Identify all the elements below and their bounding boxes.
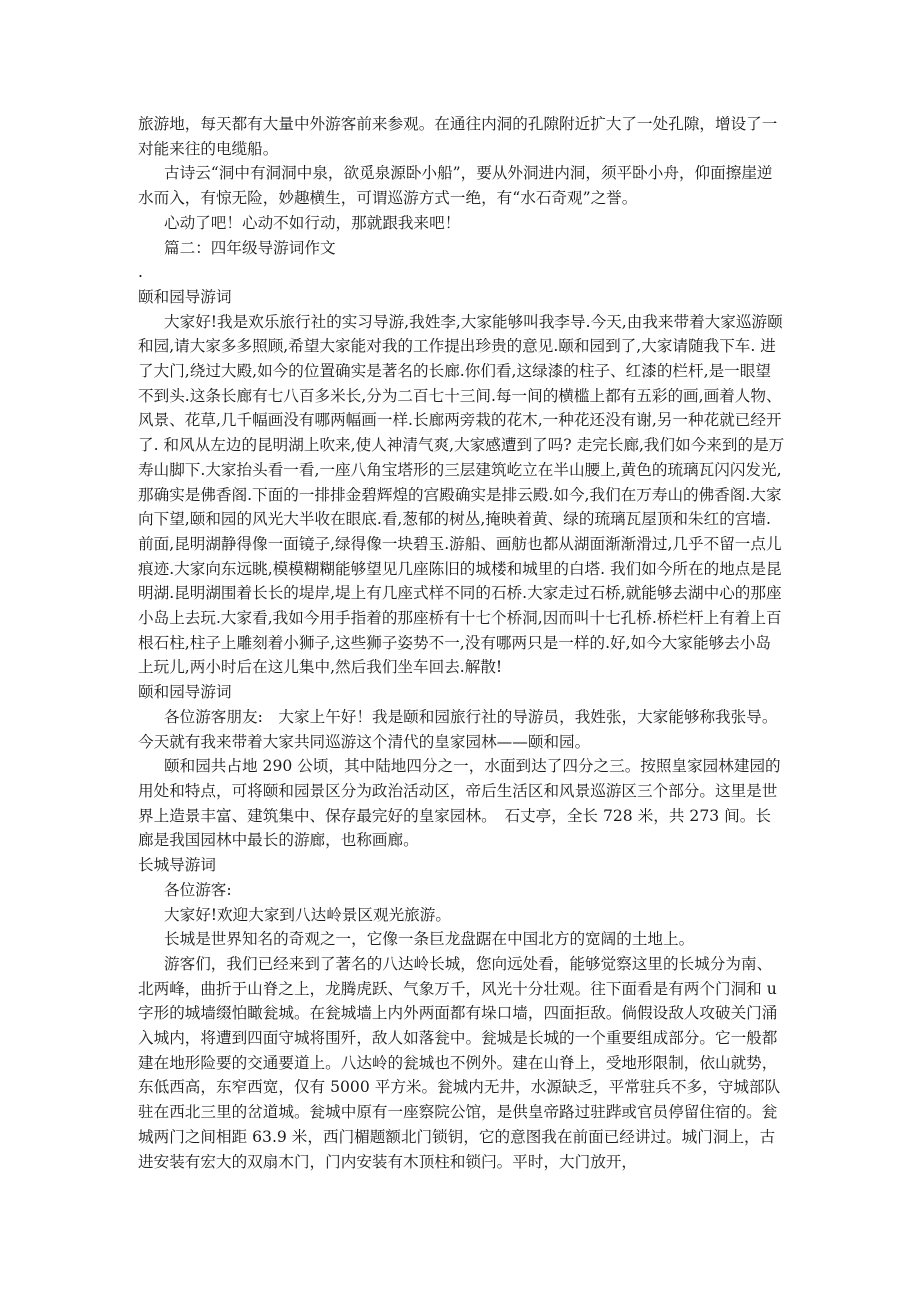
heading-great-wall: 长城导游词 <box>138 856 216 875</box>
section-title-part-two: 篇二：四年级导游词作文 <box>164 238 336 257</box>
stray-dot: . <box>138 263 143 282</box>
heading-summer-palace-2: 颐和园导游词 <box>138 683 232 702</box>
paragraph-call-to-action: 心动了吧！心动不如行动，那就跟我来吧！ <box>164 213 461 232</box>
heading-summer-palace-1: 颐和园导游词 <box>138 287 232 306</box>
paragraph-summer-palace-tour: 大家好!我是欢乐旅行社的实习导游,我姓李,大家能够叫我李导.今天,由我来带着大家巡游颐和园,请大家多多照顾,希望大家能对我的工作提出珍贵的意见.颐和园到了,大家请随我下车. 进了大门,绕过大殿,如今的位置确实是著名的长廊.你们看,这绿漆的柱子、红漆的栏杆,是一眼望不到头.这条长廊有七八百多米长,分为二百七十三间.每一间的横槛上都有五彩的画,画着人物、风景、花草,几千幅画没有哪两幅画一样.长廊两旁栽的花木,一种花还没有谢,另一种花就已经开了. 和风从左边的昆明湖上吹来,使人神清气爽,大家感遭到了吗? 走完长廊,我们如今来到的是万寿山脚下.大家抬头看一看,一座八角宝塔形的三层建筑屹立在半山腰上,黄色的琉璃瓦闪闪发光,那确实是佛香阁.下面的一排排金碧辉煌的宫殿确实是排云殿.如今,我们在万寿山的佛香阁.大家向下望,颐和园的风光大半收在眼底.看,葱郁的树丛,掩映着黄、绿的琉璃瓦屋顶和朱红的宫墙.前面,昆明湖静得像一面镜子,绿得像一块碧玉.游船、画舫也都从湖面渐渐滑过,几乎不留一点儿痕迹.大家向东远眺,模模糊糊能够望见几座陈旧的城楼和城里的白塔. 我们如今所在的地点是昆明湖.昆明湖围着长长的堤岸,堤上有几座式样不同的石桥.大家走过石桥,就能够去湖中心的那座小岛上去玩.大家看,我如今用手指着的那座桥有十七个桥洞,因而叫十七孔桥.桥栏杆上有着上百根石柱,柱子上雕刻着小狮子,这些狮子姿势不一,没有哪两只是一样的.好,如今大家能够去小岛上玩儿,两小时后在这儿集中,然后我们坐车回去.解散! <box>138 312 785 677</box>
paragraph-great-wall-wonder: 长城是世界知名的奇观之一，它像一条巨龙盘踞在中国北方的宽阔的土地上。 <box>164 930 695 949</box>
paragraph-summer-palace-facts: 颐和园共占地 290 公顷，其中陆地四分之一，水面到达了四分之三。按照皇家园林建园的用处和特点，可将颐和园景区分为政治活动区，帝后生活区和风景巡游区三个部分。这里是世界上造景丰富、建筑集中、保存最完好的皇家园林。 石丈亭，全长 728 米，共 273 间。长廊是我国园林中最长的游廊，也称画廊。 <box>138 757 781 850</box>
document-body <box>138 112 786 1174</box>
paragraph-welcome-badaling: 大家好!欢迎大家到八达岭景区观光旅游。 <box>164 905 451 924</box>
paragraph-badaling-wengcheng: 游客们，我们已经来到了著名的八达岭长城，您向远处看，能够觉察这里的长城分为南、北两峰，曲折于山脊之上，龙腾虎跃、气象万千，风光十分壮观。往下面看是有两个门洞和 u 字形的城墙缀怕瞰瓮城。在瓮城墙上内外两面都有垛口墙，四面拒敌。倘假设敌人攻破关门涌入城内，将遭到四面守城将围歼，敌人如落瓮中。瓮城是长城的一个重要组成部分。它一般都建在地形险要的交通要道上。八达岭的瓮城也不例外。建在山脊上，受地形限制，依山就势，东低西高，东窄西宽，仅有 5000 平方米。瓮城内无井，水源缺乏，平常驻兵不多，守城部队驻在西北三里的岔道城。瓮城中原有一座察院公馆，是供皇帝路过驻跸或官员停留住宿的。瓮城两门之间相距 63.9 米，西门楣题额北门锁钥，它的意图我在前面已经讲过。城门洞上，古进安装有宏大的双扇木门，门内安装有木顶柱和锁闩。平时，大门放开， <box>138 954 781 1171</box>
paragraph-guide-greeting: 各位游客朋友: 大家上午好！我是颐和园旅行社的导游员，我姓张，大家能够称我张导。今天就有我来带着大家共同巡游这个清代的皇家园林——颐和园。 <box>138 707 778 751</box>
paragraph-ancient-poem: 古诗云“洞中有洞洞中泉，欲觅泉源卧小船”，要从外洞进内洞，须平卧小舟，仰面擦崖逆水而入，有惊无险，妙趣横生，可谓巡游方式一绝，有“水石奇观”之誉。 <box>138 164 773 208</box>
paragraph-continued-cave-intro: 旅游地，每天都有大量中外游客前来参观。在通往内洞的孔隙附近扩大了一处孔隙，增设了一对能来往的电缆船。 <box>138 115 778 158</box>
paragraph-greeting-visitors: 各位游客: <box>164 880 232 899</box>
